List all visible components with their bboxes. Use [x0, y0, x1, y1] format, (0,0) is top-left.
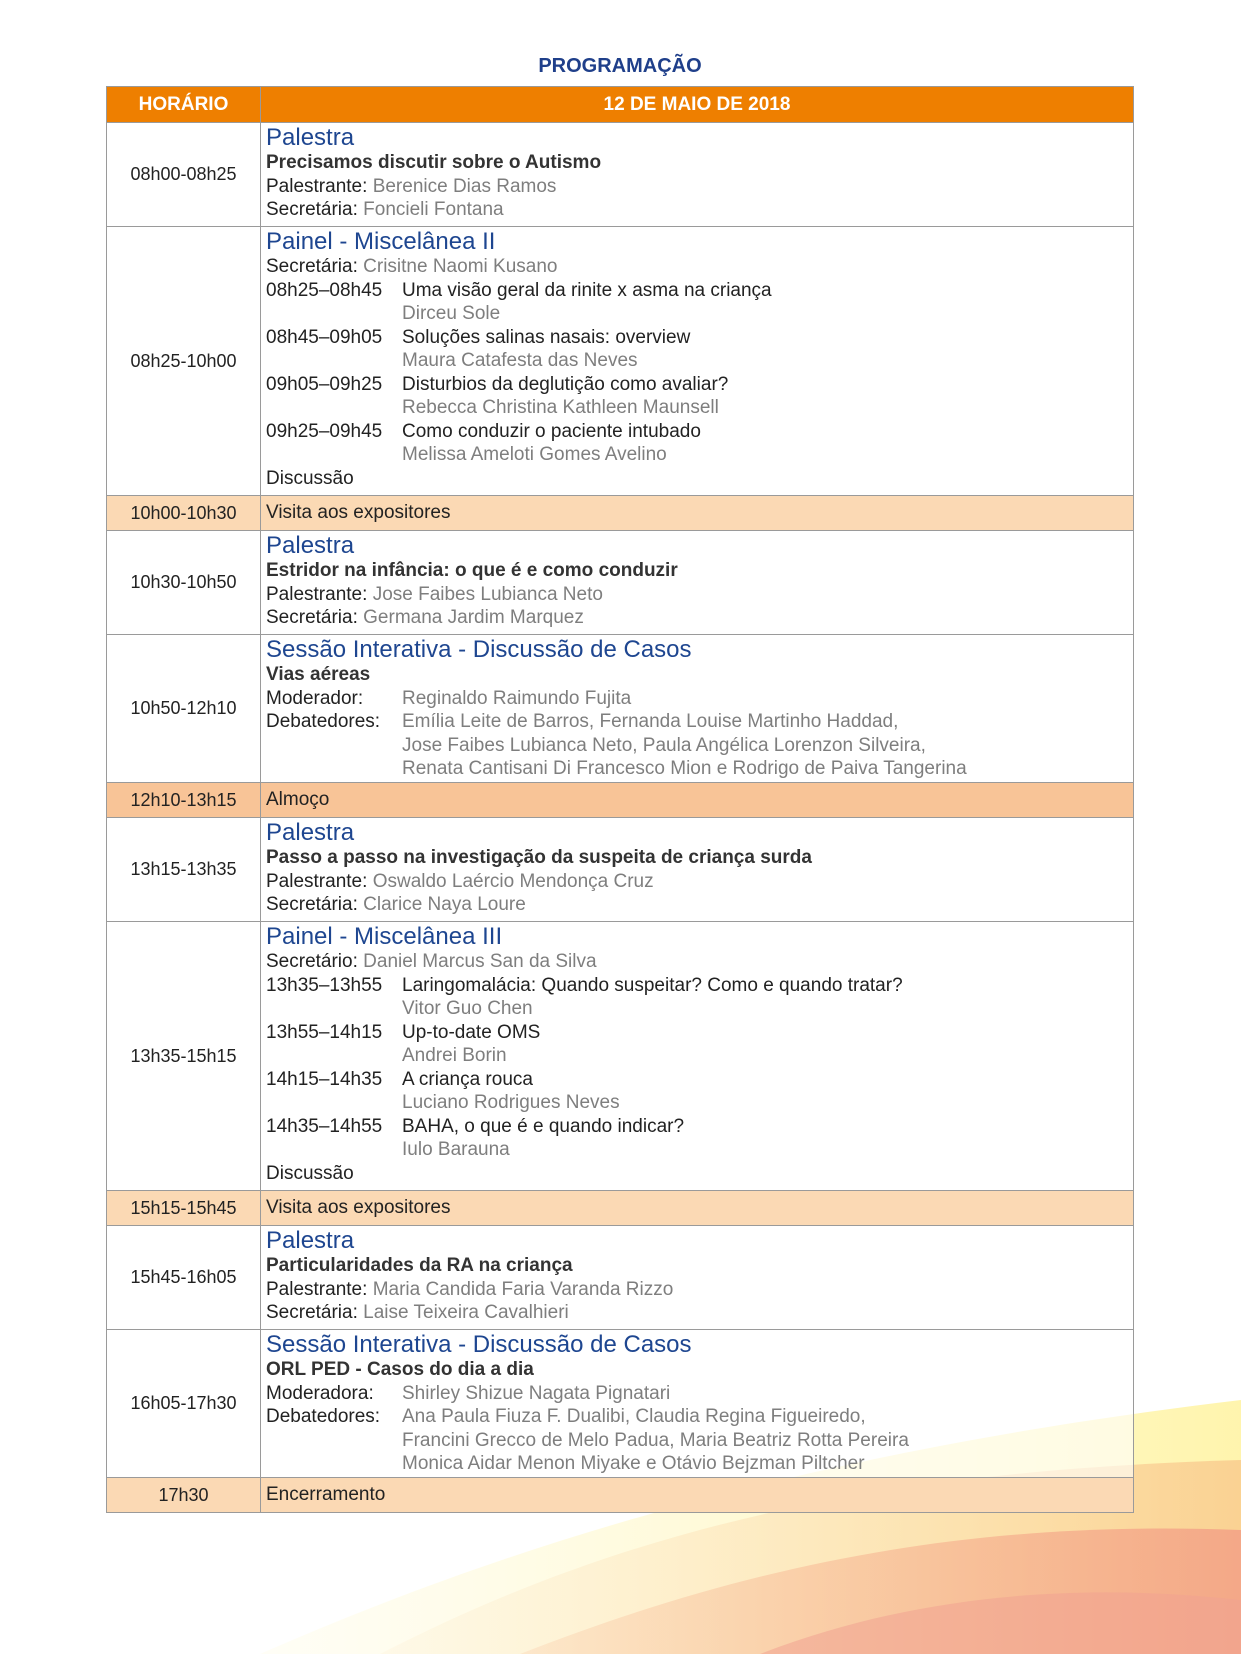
role-label: Moderador: — [266, 687, 364, 709]
table-row — [107, 1330, 1134, 1478]
secretary-name: Daniel Marcus San da Silva — [363, 951, 597, 972]
debaters-line: Renata Cantisani Di Francesco Mion e Rodrigo de Paiva Tangerina — [402, 758, 967, 779]
role-label: Secretária: — [266, 199, 358, 220]
page-title: PROGRAMAÇÃO — [538, 55, 702, 77]
role-label: Secretária: — [266, 1302, 358, 1323]
item-title: A criança rouca — [402, 1068, 533, 1090]
time-cell: 13h35-15h15 — [107, 922, 261, 1191]
table-header-row — [107, 87, 1134, 123]
item-title: BAHA, o que é e quando indicar? — [402, 1115, 685, 1137]
item-title: Up-to-date OMS — [402, 1021, 541, 1043]
date-column-header: 12 DE MAIO DE 2018 — [261, 87, 1134, 123]
debaters-line: Jose Faibes Lubianca Neto, Paula Angélica Lorenzon Silveira, — [402, 734, 926, 756]
item-speaker: Iulo Barauna — [402, 1139, 510, 1160]
time-cell: 08h25-10h00 — [107, 227, 261, 496]
time-cell: 15h15-15h45 — [107, 1191, 261, 1226]
secretary-name: Germana Jardim Marquez — [363, 607, 584, 628]
speaker-name: Berenice Dias Ramos — [372, 175, 557, 197]
session-type: Painel - Miscelânea II — [266, 228, 496, 255]
table-row-break — [107, 1478, 1134, 1513]
table-row — [107, 635, 1134, 783]
item-speaker: Luciano Rodrigues Neves — [402, 1092, 620, 1113]
time-cell: 12h10-13h15 — [107, 783, 261, 818]
speaker-name: Maria Candida Faria Varanda Rizzo — [372, 1278, 674, 1300]
time-cell: 10h00-10h30 — [107, 496, 261, 531]
role-label: Secretária: — [266, 894, 358, 915]
discussion-label: Discussão — [266, 1162, 354, 1184]
table-row-break — [107, 1191, 1134, 1226]
item-time: 13h55–14h15 — [266, 1021, 383, 1043]
debaters-line: Monica Aidar Menon Miyake e Otávio Bejzman Piltcher — [402, 1453, 865, 1474]
role-label: Secretária: — [266, 256, 358, 277]
session-type: Palestra — [266, 124, 355, 151]
session-cell — [261, 818, 1134, 922]
item-time: 08h45–09h05 — [266, 326, 383, 348]
time-cell: 17h30 — [107, 1478, 261, 1513]
time-cell: 10h30-10h50 — [107, 531, 261, 635]
table-row — [107, 227, 1134, 496]
debaters-line: Ana Paula Fiuza F. Dualibi, Claudia Regina Figueiredo, — [402, 1406, 866, 1427]
session-cell — [261, 227, 1134, 496]
session-topic: Particularidades da RA na criança — [266, 1255, 573, 1276]
table-row — [107, 1226, 1134, 1330]
session-type: Sessão Interativa - Discussão de Casos — [266, 1331, 692, 1358]
panel-item — [266, 326, 1127, 350]
session-type: Painel - Miscelânea III — [266, 923, 503, 950]
speaker-name: Oswaldo Laércio Mendonça Cruz — [372, 870, 654, 892]
table-row — [107, 123, 1134, 227]
role-label: Secretária: — [266, 607, 358, 628]
role-label: Secretário: — [266, 951, 358, 972]
table-row-break — [107, 496, 1134, 531]
table-row-break — [107, 783, 1134, 818]
session-cell — [261, 1330, 1134, 1478]
item-title: Soluções salinas nasais: overview — [402, 326, 691, 348]
role-label: Debatedores: — [266, 711, 381, 732]
break-label: Visita aos expositores — [261, 496, 1134, 531]
break-label: Almoço — [261, 783, 1134, 818]
secretary-name: Crisitne Naomi Kusano — [363, 256, 558, 277]
session-type: Palestra — [266, 819, 355, 846]
session-cell — [261, 123, 1134, 227]
panel-item — [266, 974, 1127, 998]
session-cell — [261, 531, 1134, 635]
debaters-line: Francini Grecco de Melo Padua, Maria Beatriz Rotta Pereira — [402, 1429, 909, 1451]
table-row — [107, 818, 1134, 922]
item-time: 09h25–09h45 — [266, 420, 383, 442]
panel-item — [266, 279, 1127, 303]
session-type: Palestra — [266, 532, 355, 559]
break-label: Encerramento — [261, 1478, 1134, 1513]
session-topic: Passo a passo na investigação da suspeita de criança surda — [266, 847, 812, 868]
role-label: Moderadora: — [266, 1382, 374, 1404]
debaters-line: Emília Leite de Barros, Fernanda Louise Martinho Haddad, — [402, 711, 899, 732]
time-cell: 13h15-13h35 — [107, 818, 261, 922]
role-label: Palestrante: — [266, 175, 368, 197]
speaker-name: Jose Faibes Lubianca Neto — [372, 583, 603, 605]
role-label: Debatedores: — [266, 1406, 381, 1427]
item-time: 14h35–14h55 — [266, 1115, 383, 1137]
session-topic: ORL PED - Casos do dia a dia — [266, 1359, 534, 1380]
time-cell: 16h05-17h30 — [107, 1330, 261, 1478]
item-time: 08h25–08h45 — [266, 279, 383, 301]
session-cell — [261, 635, 1134, 783]
panel-item — [266, 1021, 1127, 1045]
moderator-name: Shirley Shizue Nagata Pignatari — [402, 1382, 671, 1404]
item-speaker: Maura Catafesta das Neves — [402, 350, 638, 371]
role-label: Palestrante: — [266, 870, 368, 892]
time-cell: 10h50-12h10 — [107, 635, 261, 783]
item-time: 13h35–13h55 — [266, 974, 383, 996]
session-cell — [261, 1226, 1134, 1330]
panel-item — [266, 1115, 1127, 1139]
item-speaker: Dirceu Sole — [402, 303, 501, 324]
item-time: 14h15–14h35 — [266, 1068, 383, 1090]
table-row — [107, 531, 1134, 635]
time-cell: 15h45-16h05 — [107, 1226, 261, 1330]
secretary-name: Clarice Naya Loure — [363, 894, 526, 915]
item-title: Como conduzir o paciente intubado — [402, 420, 701, 442]
role-label: Palestrante: — [266, 583, 368, 605]
panel-item — [266, 373, 1127, 397]
session-topic: Vias aéreas — [266, 664, 371, 685]
session-type: Palestra — [266, 1227, 355, 1254]
item-speaker: Vitor Guo Chen — [402, 998, 533, 1019]
item-title: Uma visão geral da rinite x asma na criança — [402, 279, 772, 301]
session-cell — [261, 922, 1134, 1191]
secretary-name: Laise Teixeira Cavalhieri — [363, 1302, 569, 1323]
secretary-name: Foncieli Fontana — [363, 199, 504, 220]
item-speaker: Melissa Ameloti Gomes Avelino — [402, 444, 667, 465]
session-type: Sessão Interativa - Discussão de Casos — [266, 636, 692, 663]
discussion-label: Discussão — [266, 467, 354, 489]
item-time: 09h05–09h25 — [266, 373, 383, 395]
role-label: Palestrante: — [266, 1278, 368, 1300]
schedule-table — [106, 86, 1134, 1513]
item-speaker: Rebecca Christina Kathleen Maunsell — [402, 397, 719, 418]
session-topic: Precisamos discutir sobre o Autismo — [266, 152, 602, 173]
session-topic: Estridor na infância: o que é e como conduzir — [266, 560, 678, 581]
time-cell: 08h00-08h25 — [107, 123, 261, 227]
panel-item — [266, 1068, 1127, 1092]
item-speaker: Andrei Borin — [402, 1045, 507, 1066]
time-column-header: HORÁRIO — [107, 87, 261, 123]
break-label: Visita aos expositores — [261, 1191, 1134, 1226]
item-title: Disturbios da deglutição como avaliar? — [402, 373, 729, 395]
item-title: Laringomalácia: Quando suspeitar? Como e quando tratar? — [402, 974, 903, 996]
moderator-name: Reginaldo Raimundo Fujita — [402, 687, 632, 709]
panel-item — [266, 420, 1127, 444]
table-row — [107, 922, 1134, 1191]
